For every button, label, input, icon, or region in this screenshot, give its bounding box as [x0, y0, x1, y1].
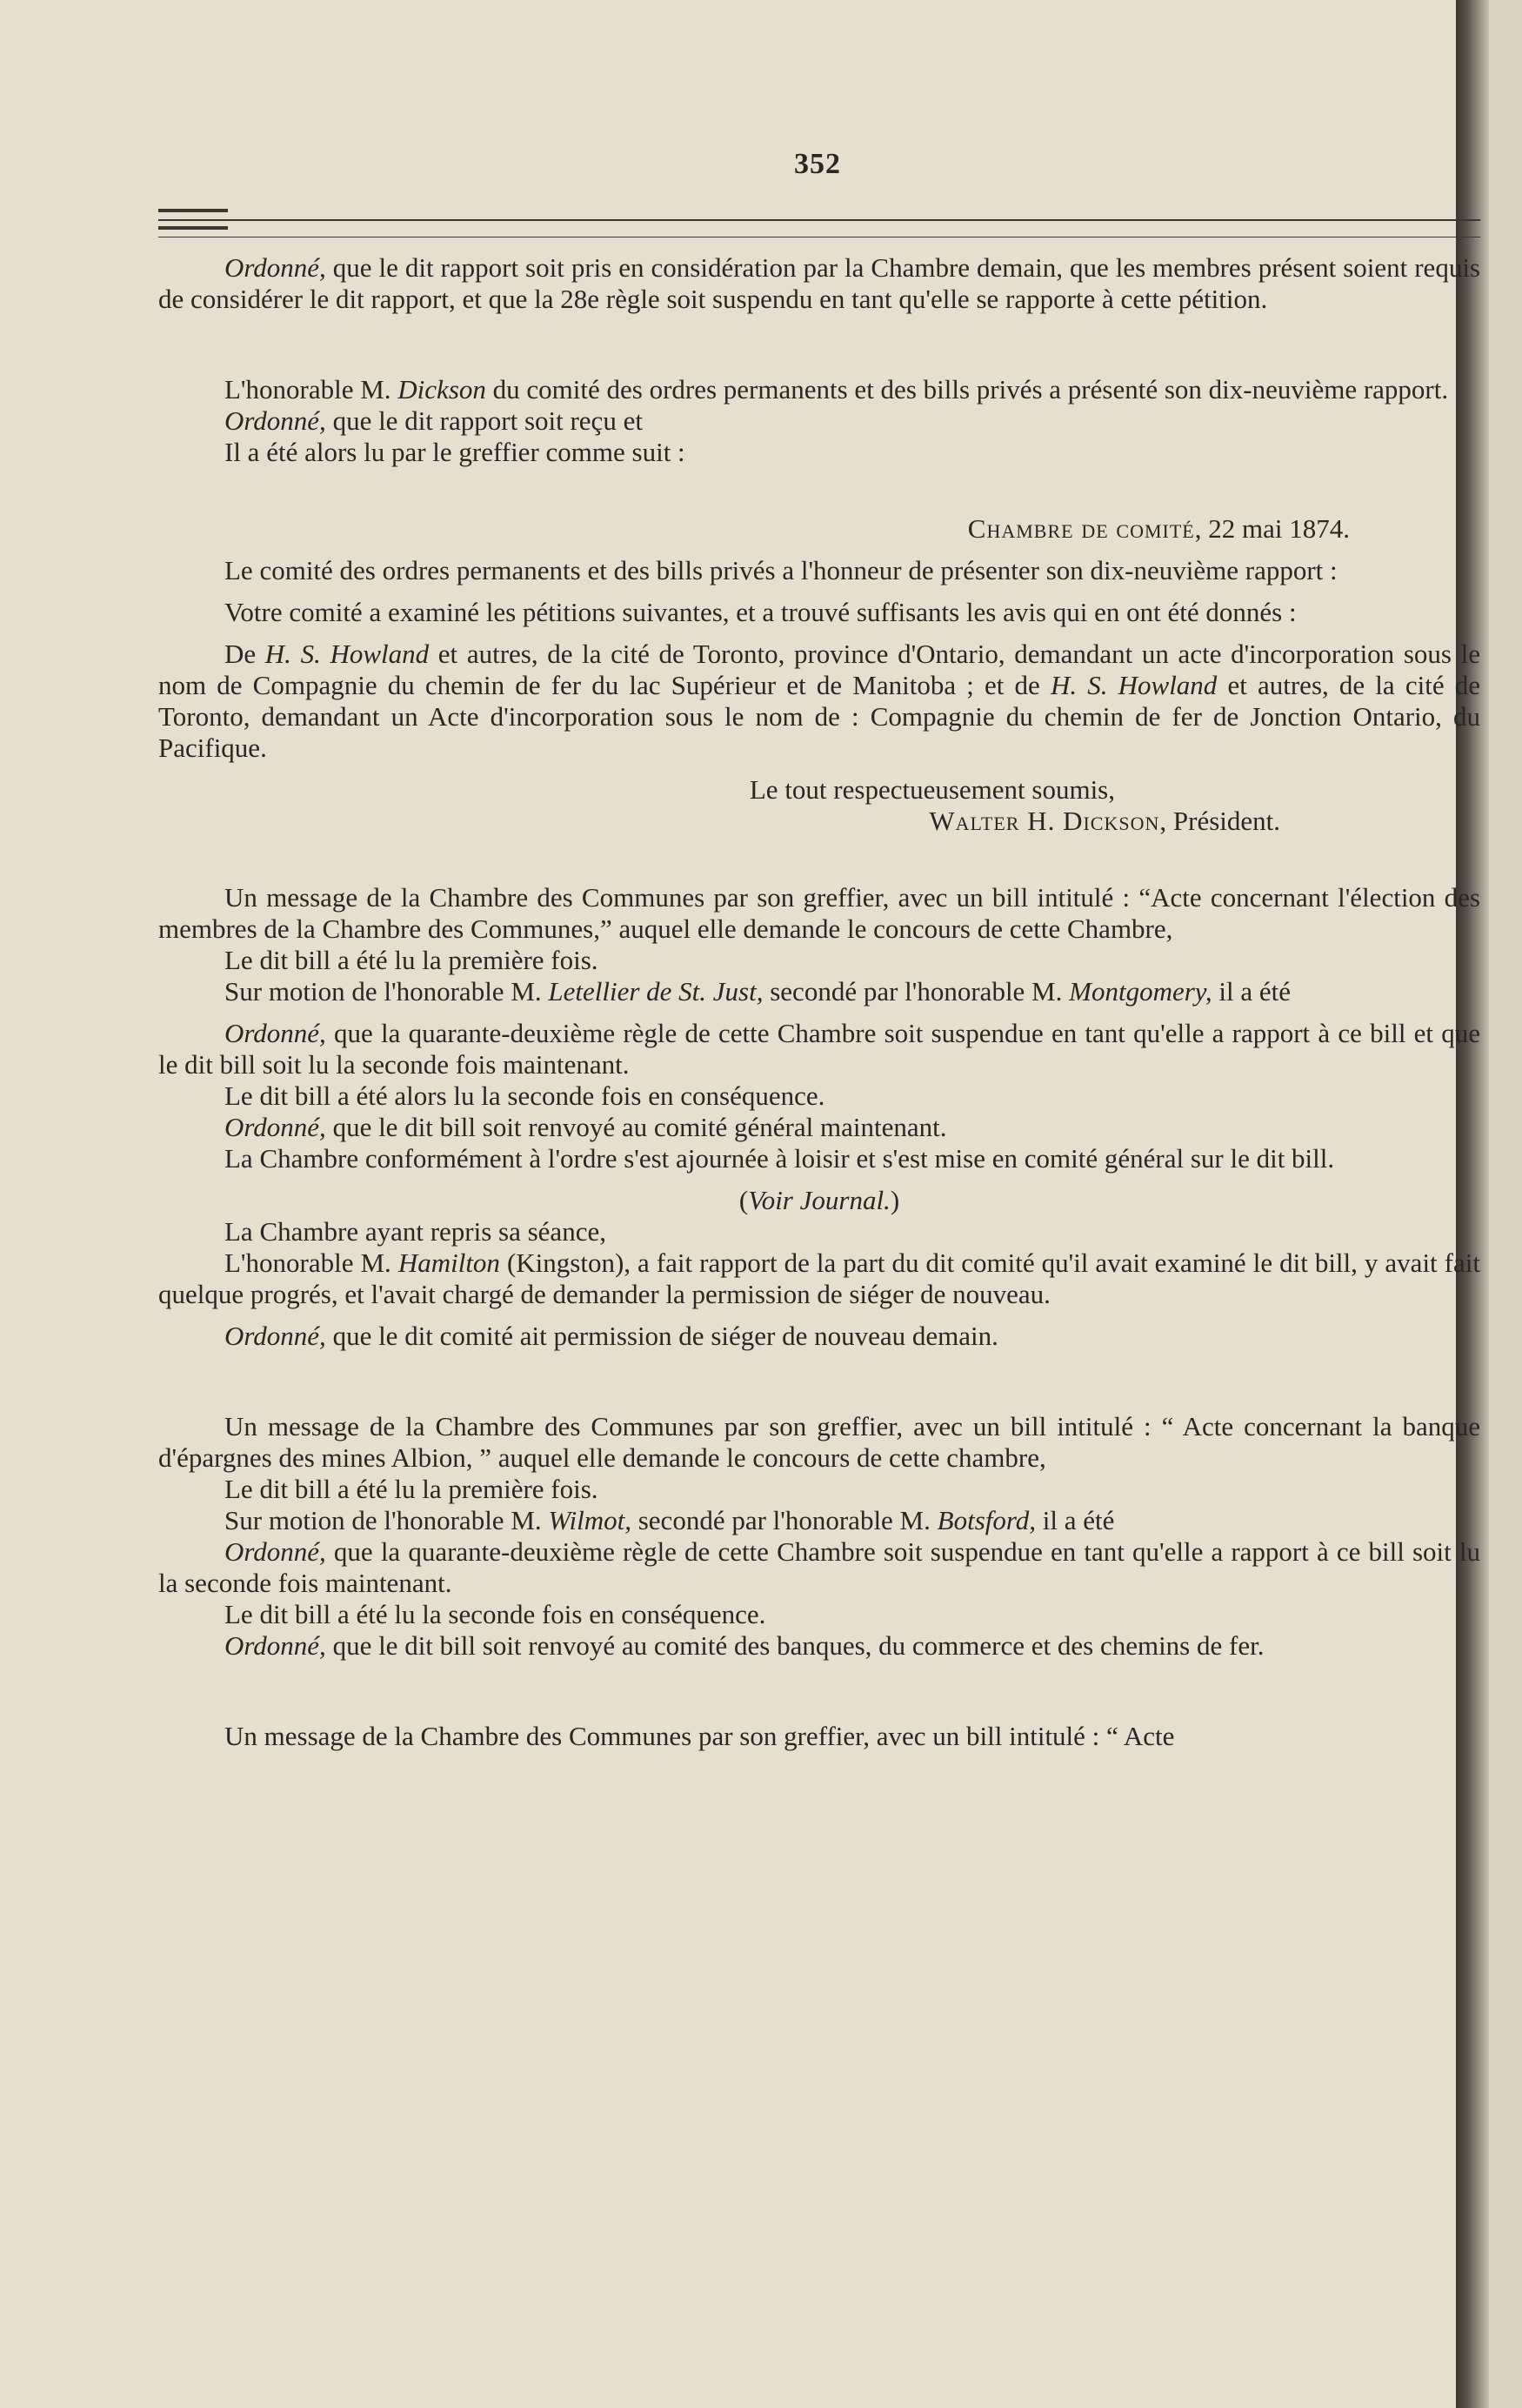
- header-rule: [158, 209, 228, 212]
- paragraph: [158, 374, 1480, 405]
- page-number: 352: [794, 148, 841, 180]
- signature-closing: [158, 774, 1480, 806]
- journal-reference: [158, 1185, 1480, 1216]
- text-run: que le dit bill soit renvoyé au comité des banques, du commerce et des chemins de fer.: [325, 1630, 1265, 1661]
- paragraph: [158, 252, 1480, 315]
- text-run: Le tout respectueusement soumis,: [749, 774, 1115, 805]
- paragraph: [158, 1143, 1480, 1174]
- paragraph: [158, 1721, 1480, 1752]
- paragraph: [158, 555, 1480, 586]
- small-caps-run: Chambre de comité: [967, 513, 1195, 544]
- text-run: La Chambre ayant repris sa séance,: [224, 1216, 606, 1247]
- text-run: (Kingston), a fait rapport de la part du dit comité qu'il avait examiné le dit bill, y avait fait quelque progrés, et l'avait chargé de demander la permission de siéger de nouveau.: [158, 1247, 1480, 1309]
- document-body: [158, 252, 1480, 1752]
- text-run: (: [738, 1185, 749, 1215]
- italic-run: H. S. Howland: [264, 639, 430, 669]
- italic-run: Dickson: [397, 374, 486, 405]
- text-run: , Président.: [1159, 806, 1280, 836]
- paragraph: [158, 405, 1480, 437]
- text-run: que le dit rapport soit reçu et: [325, 405, 643, 436]
- text-run: il a été: [1212, 976, 1291, 1007]
- text-run: que le dit rapport soit pris en considération par la Chambre demain, que les membres présent soient requis de considérer le dit rapport, et que la 28e règle soit suspendu en tant qu'elle se rapporte à cette pétition.: [158, 252, 1480, 314]
- italic-run: Voir Journal.: [748, 1185, 891, 1215]
- text-run: et autres, de la cité de Toronto, demandant un Acte d'incorporation sous le nom de : Compagnie du chemin de fer de Jonction Ontario, du Pacifique.: [158, 670, 1480, 763]
- text-run: Le dit bill a été lu la première fois.: [224, 945, 598, 975]
- header-rule: [158, 226, 228, 230]
- italic-run: Wilmot,: [548, 1505, 631, 1535]
- text-run: Votre comité a examiné les pétitions suivantes, et a trouvé suffisants les avis qui en ont été donnés :: [224, 597, 1297, 627]
- paragraph: [158, 1018, 1480, 1080]
- paragraph: [158, 1599, 1480, 1630]
- italic-run: Botsford,: [937, 1505, 1037, 1535]
- text-run: Il a été alors lu par le greffier comme suit :: [224, 437, 685, 467]
- text-run: ): [890, 1185, 900, 1215]
- paragraph: [158, 882, 1480, 945]
- text-run: Un message de la Chambre des Communes par son greffier, avec un bill intitulé : “ Acte: [224, 1721, 1175, 1751]
- italic-run: Ordonné,: [224, 405, 326, 436]
- text-run: que la quarante-deuxième règle de cette Chambre soit suspendue en tant qu'elle a rapport à ce bill et que le dit bill soit lu la seconde fois maintenant.: [158, 1018, 1480, 1080]
- text-run: que la quarante-deuxième règle de cette Chambre soit suspendue en tant qu'elle a rapport à ce bill soit lu la seconde fois maintenant.: [158, 1536, 1480, 1598]
- text-run: du comité des ordres permanents et des bills privés a présenté son dix-neuvième rapport.: [485, 374, 1449, 405]
- italic-run: Ordonné,: [224, 1321, 326, 1351]
- text-run: Un message de la Chambre des Communes par son greffier, avec un bill intitulé : “Acte concernant l'élection des membres de la Chambre des Communes,” auquel elle demande le concours de cette Chambre,: [158, 882, 1480, 944]
- text-run: il a été: [1036, 1505, 1115, 1535]
- text-run: Le dit bill a été alors lu la seconde fois en conséquence.: [224, 1080, 825, 1111]
- text-run: secondé par l'honorable M.: [631, 1505, 938, 1535]
- paragraph: [158, 976, 1480, 1007]
- italic-run: H. S. Howland: [1050, 670, 1218, 700]
- text-run: Sur motion de l'honorable M.: [224, 1505, 549, 1535]
- text-run: , 22 mai 1874.: [1194, 513, 1350, 544]
- paragraph: [158, 1411, 1480, 1474]
- text-run: Le comité des ordres permanents et des bills privés a l'honneur de présenter son dix-neuvième rapport :: [224, 555, 1338, 585]
- signature-name: [158, 806, 1480, 837]
- text-run: Le dit bill a été lu la première fois.: [224, 1474, 598, 1504]
- text-run: L'honorable M.: [224, 1247, 398, 1278]
- text-run: La Chambre conformément à l'ordre s'est ajournée à loisir et s'est mise en comité général sur le dit bill.: [224, 1143, 1335, 1174]
- paragraph: [158, 945, 1480, 976]
- paragraph: [158, 1247, 1480, 1310]
- paragraph: [158, 1630, 1480, 1662]
- text-run: Sur motion de l'honorable M.: [224, 976, 549, 1007]
- text-run: Le dit bill a été lu la seconde fois en conséquence.: [224, 1599, 766, 1629]
- italic-run: Ordonné,: [224, 1536, 326, 1567]
- italic-run: Ordonné,: [224, 1630, 326, 1661]
- italic-run: Montgomery,: [1069, 976, 1212, 1007]
- paragraph: [158, 437, 1480, 468]
- italic-run: Letellier de St. Just,: [548, 976, 764, 1007]
- paragraph: [158, 1112, 1480, 1143]
- paragraph: [158, 1080, 1480, 1112]
- italic-run: Hamilton: [397, 1247, 500, 1278]
- paragraph: [158, 1321, 1480, 1352]
- paragraph: [158, 1505, 1480, 1536]
- small-caps-run: Walter H. Dickson: [929, 806, 1160, 836]
- paragraph: [158, 1536, 1480, 1599]
- text-run: que le dit comité ait permission de siéger de nouveau demain.: [325, 1321, 998, 1351]
- text-run: Un message de la Chambre des Communes par son greffier, avec un bill intitulé : “ Acte concernant la banque d'épargnes des mines Albion, ” auquel elle demande le concours de cette chambre,: [158, 1411, 1480, 1473]
- text-run: secondé par l'honorable M.: [763, 976, 1070, 1007]
- italic-run: Ordonné,: [224, 1018, 326, 1048]
- header-rule: [158, 219, 1480, 221]
- paragraph: [158, 639, 1480, 764]
- paragraph: [158, 1216, 1480, 1247]
- text-run: L'honorable M.: [224, 374, 398, 405]
- italic-run: Ordonné,: [224, 252, 326, 283]
- paragraph: [158, 1474, 1480, 1505]
- italic-run: Ordonné,: [224, 1112, 326, 1142]
- report-dateline: [158, 513, 1480, 545]
- text-run: et autres, de la cité de Toronto, province d'Ontario, demandant un acte d'incorporation sous le nom de Compagnie du chemin de fer du lac Supérieur et de Manitoba ; et de: [158, 639, 1480, 700]
- text-run: De: [224, 639, 265, 669]
- paragraph: [158, 597, 1480, 628]
- text-run: que le dit bill soit renvoyé au comité général maintenant.: [325, 1112, 947, 1142]
